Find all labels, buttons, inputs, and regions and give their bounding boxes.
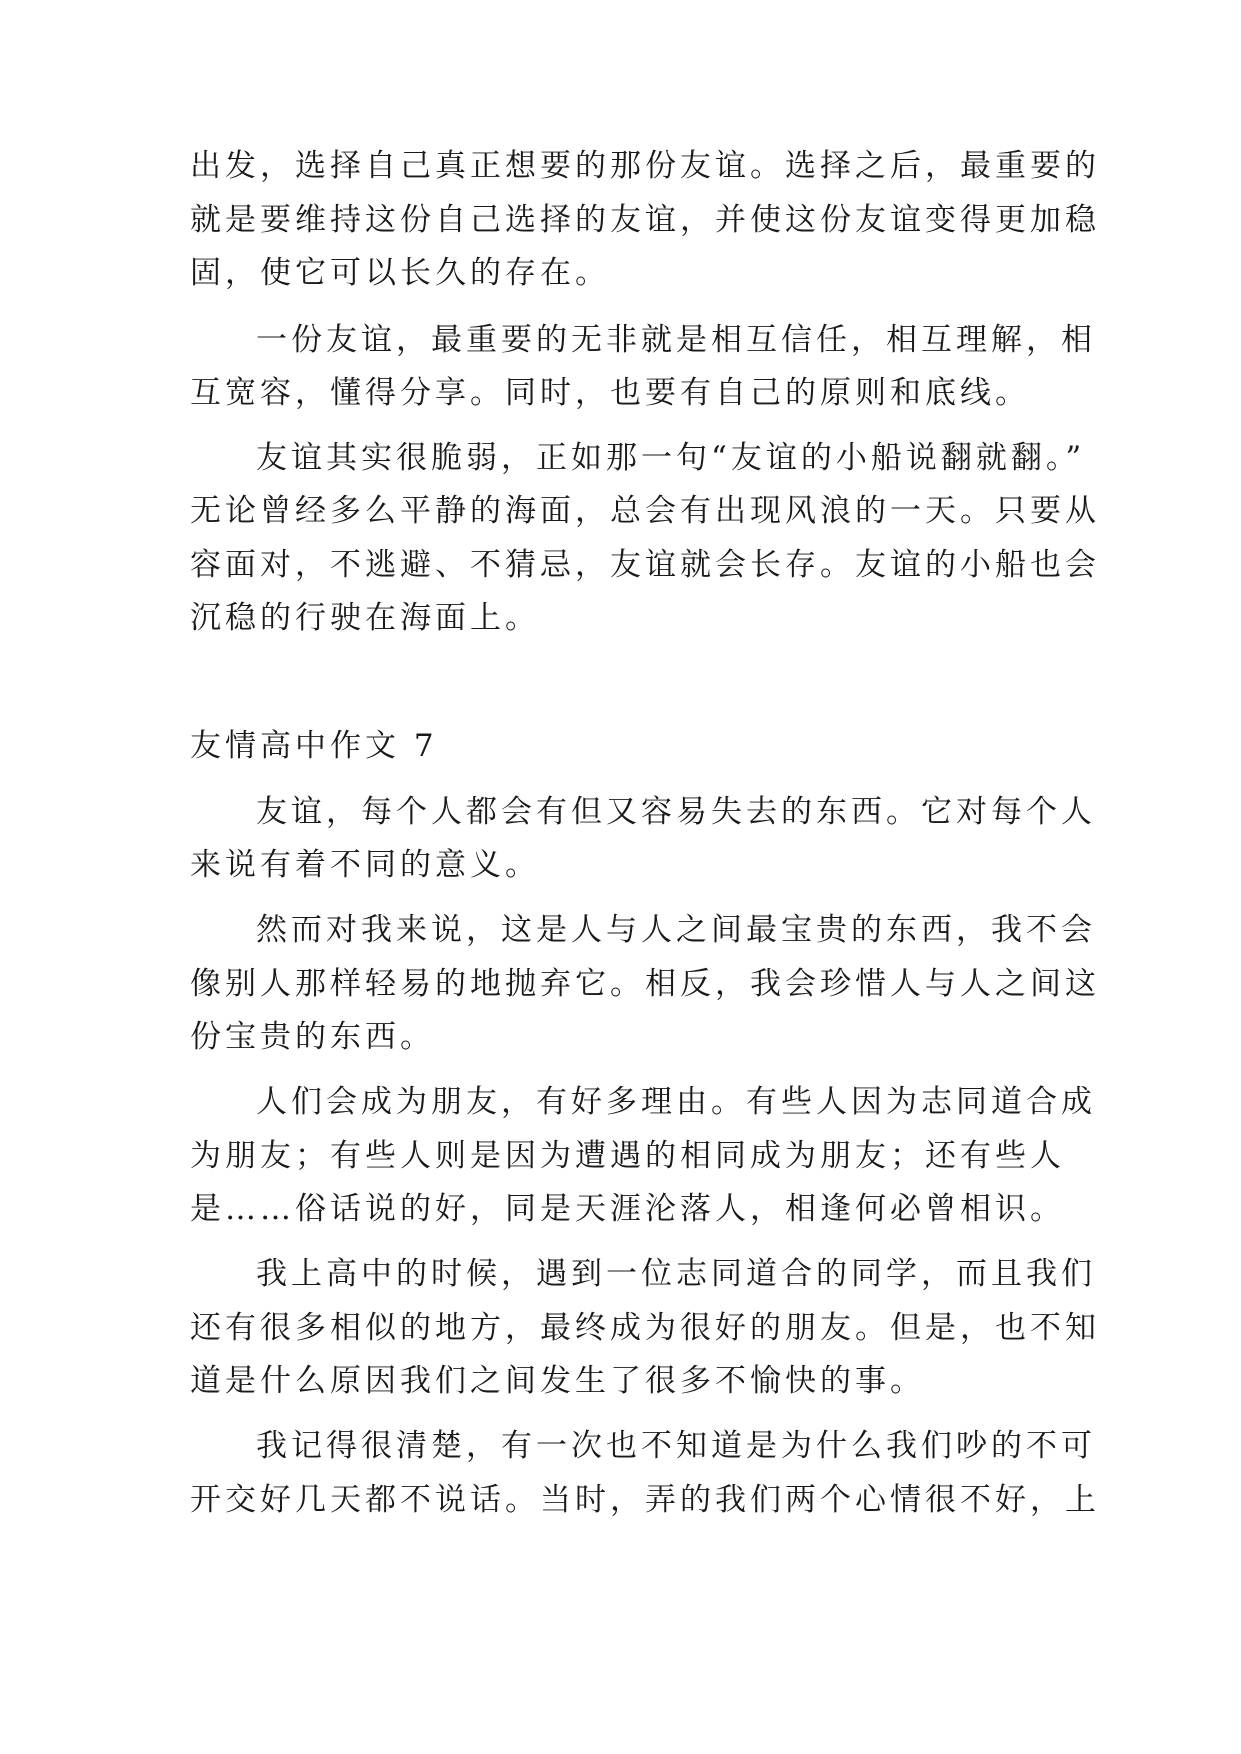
paragraph-first-line: 我上高中的时候，遇到一位志同道合的同学，而且我们 xyxy=(256,1256,1096,1292)
paragraph-first-line: 人们会成为朋友，有好多理由。有些人因为志同道合成 xyxy=(256,1084,1096,1120)
paragraph-first-line: 我记得很清楚，有一次也不知道是为什么我们吵的不可 xyxy=(256,1428,1096,1464)
text-line: 容面对，不逃避、不猜忌，友谊就会长存。友谊的小船也会 xyxy=(190,547,1100,583)
text-line: 份宝贵的东西。 xyxy=(190,1019,435,1055)
text-line: 出发，选择自己真正想要的那份友谊。选择之后，最重要的 xyxy=(190,148,1100,184)
text-line: 像别人那样轻易的地抛弃它。相反，我会珍惜人与人之间这 xyxy=(190,966,1100,1002)
paragraph-first-line: 友谊，每个人都会有但又容易失去的东西。它对每个人 xyxy=(256,794,1096,830)
text-line: 来说有着不同的意义。 xyxy=(190,847,540,883)
text-line: 为朋友；有些人则是因为遭遇的相同成为朋友；还有些人 xyxy=(190,1138,1065,1174)
paragraph-first-line: 然而对我来说，这是人与人之间最宝贵的东西，我不会 xyxy=(256,912,1096,948)
text-line: 互宽容，懂得分享。同时，也要有自己的原则和底线。 xyxy=(190,375,1030,411)
text-line: 无论曾经多么平静的海面，总会有出现风浪的一天。只要从 xyxy=(190,493,1100,529)
text-line: 开交好几天都不说话。当时，弄的我们两个心情很不好，上 xyxy=(190,1482,1100,1518)
text-line: 固，使它可以长久的存在。 xyxy=(190,255,610,291)
text-line: 是……俗话说的好，同是天涯沦落人，相逢何必曾相识。 xyxy=(190,1191,1065,1227)
text-line: 沉稳的行驶在海面上。 xyxy=(190,600,540,636)
paragraph-first-line: 友谊其实很脆弱，正如那一句“友谊的小船说翻就翻。” xyxy=(256,440,1086,476)
section-heading: 友情高中作文 7 xyxy=(190,728,438,764)
text-line: 道是什么原因我们之间发生了很多不愉快的事。 xyxy=(190,1363,925,1399)
text-line: 就是要维持这份自己选择的友谊，并使这份友谊变得更加稳 xyxy=(190,202,1100,238)
paragraph-first-line: 一份友谊，最重要的无非就是相互信任，相互理解，相 xyxy=(256,322,1096,358)
text-line: 还有很多相似的地方，最终成为很好的朋友。但是，也不知 xyxy=(190,1310,1100,1346)
